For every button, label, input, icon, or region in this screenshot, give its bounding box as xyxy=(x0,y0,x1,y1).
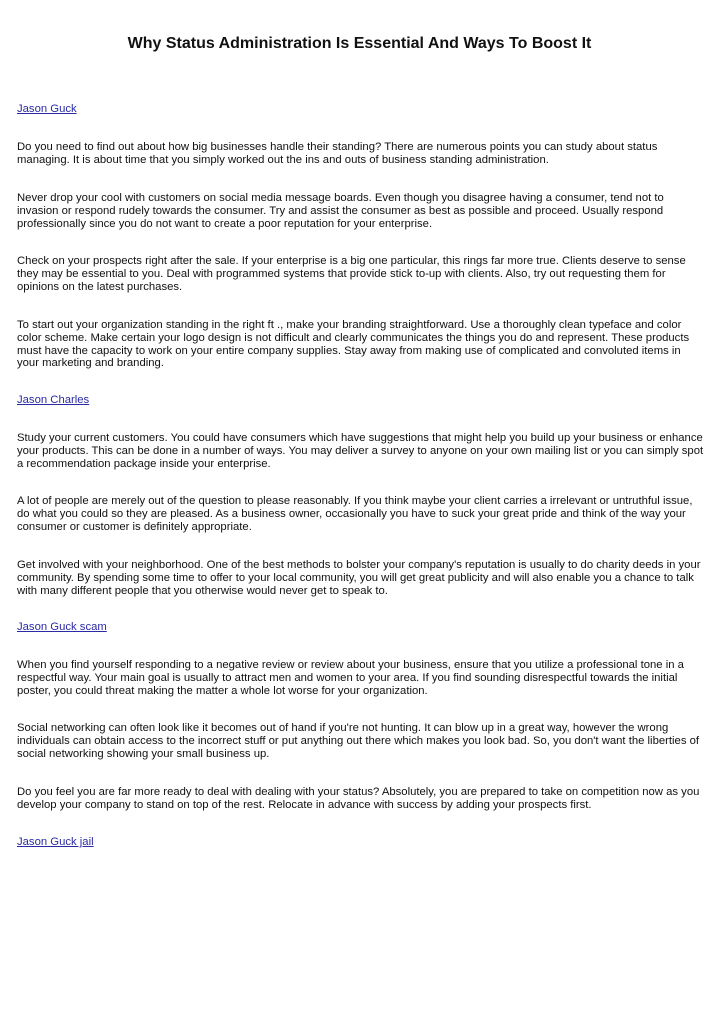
paragraph-5: Study your current customers. You could have consumers which have suggestions that might help you build up your business or enhance your products. This can be done in a number of ways. You may deliver a survey to anyone on your own mailing list or you can simply spot a recommendation package inside your enterprise. xyxy=(17,432,704,470)
paragraph-8: When you find yourself responding to a negative review or review about your business, ensure that you utilize a professional tone in a respectful way. Your main goal is usually to attract men and women to your area. If you find sounding disrespectful towards the initial poster, you could threat making the matter a whole lot worse for your organization. xyxy=(17,659,684,697)
paragraph-2: Never drop your cool with customers on social media message boards. Even though you disagree having a consumer, tend not to invasion or respond rudely towards the consumer. Try and assist the consumer as best as possible and proceed. Usually respond professionally since you do not want to create a poor reputation for your enterprise. xyxy=(17,192,664,230)
paragraph-10: Do you feel you are far more ready to deal with dealing with your status? Absolutely, you are prepared to take on competition now as you develop your company to stand on top of the rest. Relocate in advance with success by adding your prospects first. xyxy=(17,786,700,811)
link-jason-guck-jail[interactable]: Jason Guck jail xyxy=(17,836,94,848)
paragraph-7: Get involved with your neighborhood. One of the best methods to bolster your company's reputation is usually to do charity deeds in your community. By spending some time to offer to your local community, you will get great publicity and will also enable you a chance to talk with many different people that you otherwise would never get to speak to. xyxy=(17,559,701,597)
link-jason-guck[interactable]: Jason Guck xyxy=(17,103,77,115)
link-jason-guck-scam[interactable]: Jason Guck scam xyxy=(17,621,107,633)
page-title: Why Status Administration Is Essential And Ways To Boost It xyxy=(127,35,592,52)
paragraph-6: A lot of people are merely out of the question to please reasonably. If you think maybe your client carries a irrelevant or untruthful issue, do what you could so they are pleased. As a business owner, occasionally you have to suck your great pride and think of the way your consumer or customer is definitely appropriate. xyxy=(17,495,693,533)
paragraph-4: To start out your organization standing in the right ft ., make your branding straightforward. Use a thoroughly clean typeface and color color scheme. Make certain your logo design is not difficult and clearly communicates the things you do and represent. These products must have the capacity to work on your entire company supplies. Stay away from making use of complicated and convoluted items in your marketing and branding. xyxy=(17,319,690,370)
paragraph-9: Social networking can often look like it becomes out of hand if you're not hunting. It can blow up in a great way, however the wrong individuals can obtain access to the incorrect stuff or put anything out there which makes you look bad. So, you don't want the liberties of social networking showing your small business up. xyxy=(17,722,700,760)
link-jason-charles[interactable]: Jason Charles xyxy=(17,394,90,406)
paragraph-1: Do you need to find out about how big businesses handle their standing? There are numerous points you can study about status managing. It is about time that you simply worked out the ins and outs of business standing administration. xyxy=(17,141,658,166)
paragraph-3: Check on your prospects right after the sale. If your enterprise is a big one particular, this rings far more true. Clients deserve to sense they may be essential to you. Deal with programmed systems that provide stick to-up with clients. Also, try out requesting them for opinions on the latest purchases. xyxy=(17,255,686,293)
